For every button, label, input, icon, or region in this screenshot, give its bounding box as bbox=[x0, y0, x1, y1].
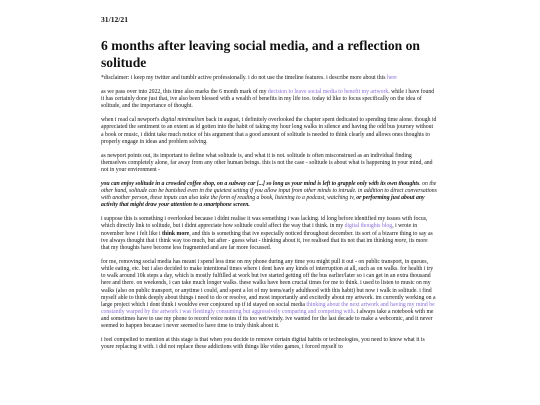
focus-paragraph bbox=[101, 216, 437, 252]
post-title: 6 months after leaving social media, and a reflection on solitude bbox=[101, 38, 420, 70]
quote-text-b: . on the other hand, solitude can be banished even in the quietest setting if you allow input from other minds to intrude. in addition to direct conversations with another person, these inputs can also take the form of reading a book, listening to a podcast, watching tv, bbox=[101, 180, 437, 202]
dm-text-b: back in august, i definitely overlooked the chapter spent dedicated to spending time alone. though id appreciated the sentiment to an extent as id gotten into the habit of taking my hour long walks in silence and having the odd bus journey without a book or music, i didnt take much notice of his argument that a good amount of solitude is needed to think clearly and allows ones thoughts to properly engage in ideas and problem solving. bbox=[101, 117, 437, 145]
disclaimer-text: *disclaimer: i keep my twitter and tumblr active professionally. i do not use the timeline features. i describe more about this bbox=[101, 75, 387, 81]
post-body bbox=[101, 75, 437, 358]
intro-paragraph bbox=[101, 89, 437, 110]
disclaimer-paragraph bbox=[101, 75, 437, 82]
book-title: digital minimalism bbox=[160, 117, 205, 124]
solitude-definition-paragraph: as newport points out, its important to define what solitude is, and what it is not. solitude is often misconstrued as an individual finding themselves completely alone, far away from any other human beings. this is not the case - solitude is about what is happening in your mind, and not in your environment - bbox=[101, 152, 433, 173]
digital-minimalism-paragraph bbox=[101, 117, 437, 146]
next-artwork-link[interactable]: thinking about the next artwork and having my mind be constantly warped by the artwork i was fleetingly consuming but aggressively comparing and competing with bbox=[101, 301, 435, 315]
digital-thoughts-link[interactable]: digital thoughts blog bbox=[344, 223, 393, 230]
intro-text-b: . while i have found it has certainly done just that, ive also been blessed with a wealth of benefits in my life too. today id like to focus specifically on the idea of solitude, and the importance of thought. bbox=[101, 88, 435, 110]
dm-text-a: when i read cal newport's bbox=[101, 117, 161, 124]
walking-paragraph bbox=[101, 259, 437, 331]
focus-em: more bbox=[394, 237, 407, 244]
quote-bold-c: or performing just about any activity that might draw your attention to a smartphone screen. bbox=[101, 195, 425, 209]
focus-text-d: , its more that my thoughts have become less fragmented and are far more focussed. bbox=[101, 237, 428, 251]
leave-social-media-link[interactable]: decision to leave social media to benefit my artwork bbox=[267, 88, 389, 95]
blog-post bbox=[101, 0, 441, 405]
disclaimer-link[interactable]: here bbox=[386, 75, 397, 81]
focus-text-c: , and this is something that ive especially noticed throughout december. its sort of a bizarre thing to say as ive always thought that i think way too much, but after - guess what - thinking about it, ive realised that its not that im thinking bbox=[101, 230, 433, 244]
post-date: 31/12/21 bbox=[101, 15, 129, 24]
quote-bold-a: you can enjoy solitude in a crowded coffee shop, on a subway car [...] so long as your mind is left to grapple only with its own thoughts bbox=[101, 180, 420, 187]
focus-text-a: i suppose this is something i overlooked because i didnt realise it was something i was lacking. id long before identified my issues with focus, which directly link to solitude, but i didnt appreciate how solitude could affect the way that i think. in my bbox=[101, 216, 428, 230]
intro-text-a: as we pass over into 2022, this time also marks the 6 month mark of my bbox=[101, 88, 268, 95]
focus-bold: think more bbox=[162, 230, 190, 237]
block-quote bbox=[101, 181, 437, 210]
walk-text-b: . i always take a notebook with me and sometimes have to use my phone to record voice notes if its too wet/windy. ive wanted for the last decade to make a webcomic, and it never seemed to happen because i never seemed to have time to truly think about it. bbox=[101, 309, 434, 330]
walk-text-a: for me, removing social media has meant i spend less time on my phone during any time you might pull it out - on public transport, in queues, while eating, etc. but i also decided to make intentional times where i dont have any kinds of interruption at all, such as on walks. for health i try to walk around 10k steps a day, which is mostly fulfilled at work but ive started getting off the bus earlier/later so i can get in an extra thousand here and there. on weekends, i can take much longer walks. these walks have been crucial times for me to think. i used to listen to music on my walks (also on public transport, or anytime i could, and spent a lot of my teens/early adulthood with this habit) but now i walk in solitude. i find myself able to think deeply about things i need to do or resolve, and most importantly and excitedly about my artwork. im currently working on a large project which i dont think i wouldve ever conjoured up if id stayed on social media bbox=[101, 258, 436, 308]
replacement-paragraph: i feel compelled to mention at this stage is that when you decide to remove certain digital habits or technologies, you need to know what it is youre replacing it with. i did not replace these addictions with things like video games, i forced myself to bbox=[101, 337, 425, 351]
focus-text-b: , i wrote in november how i felt like i bbox=[101, 223, 418, 237]
